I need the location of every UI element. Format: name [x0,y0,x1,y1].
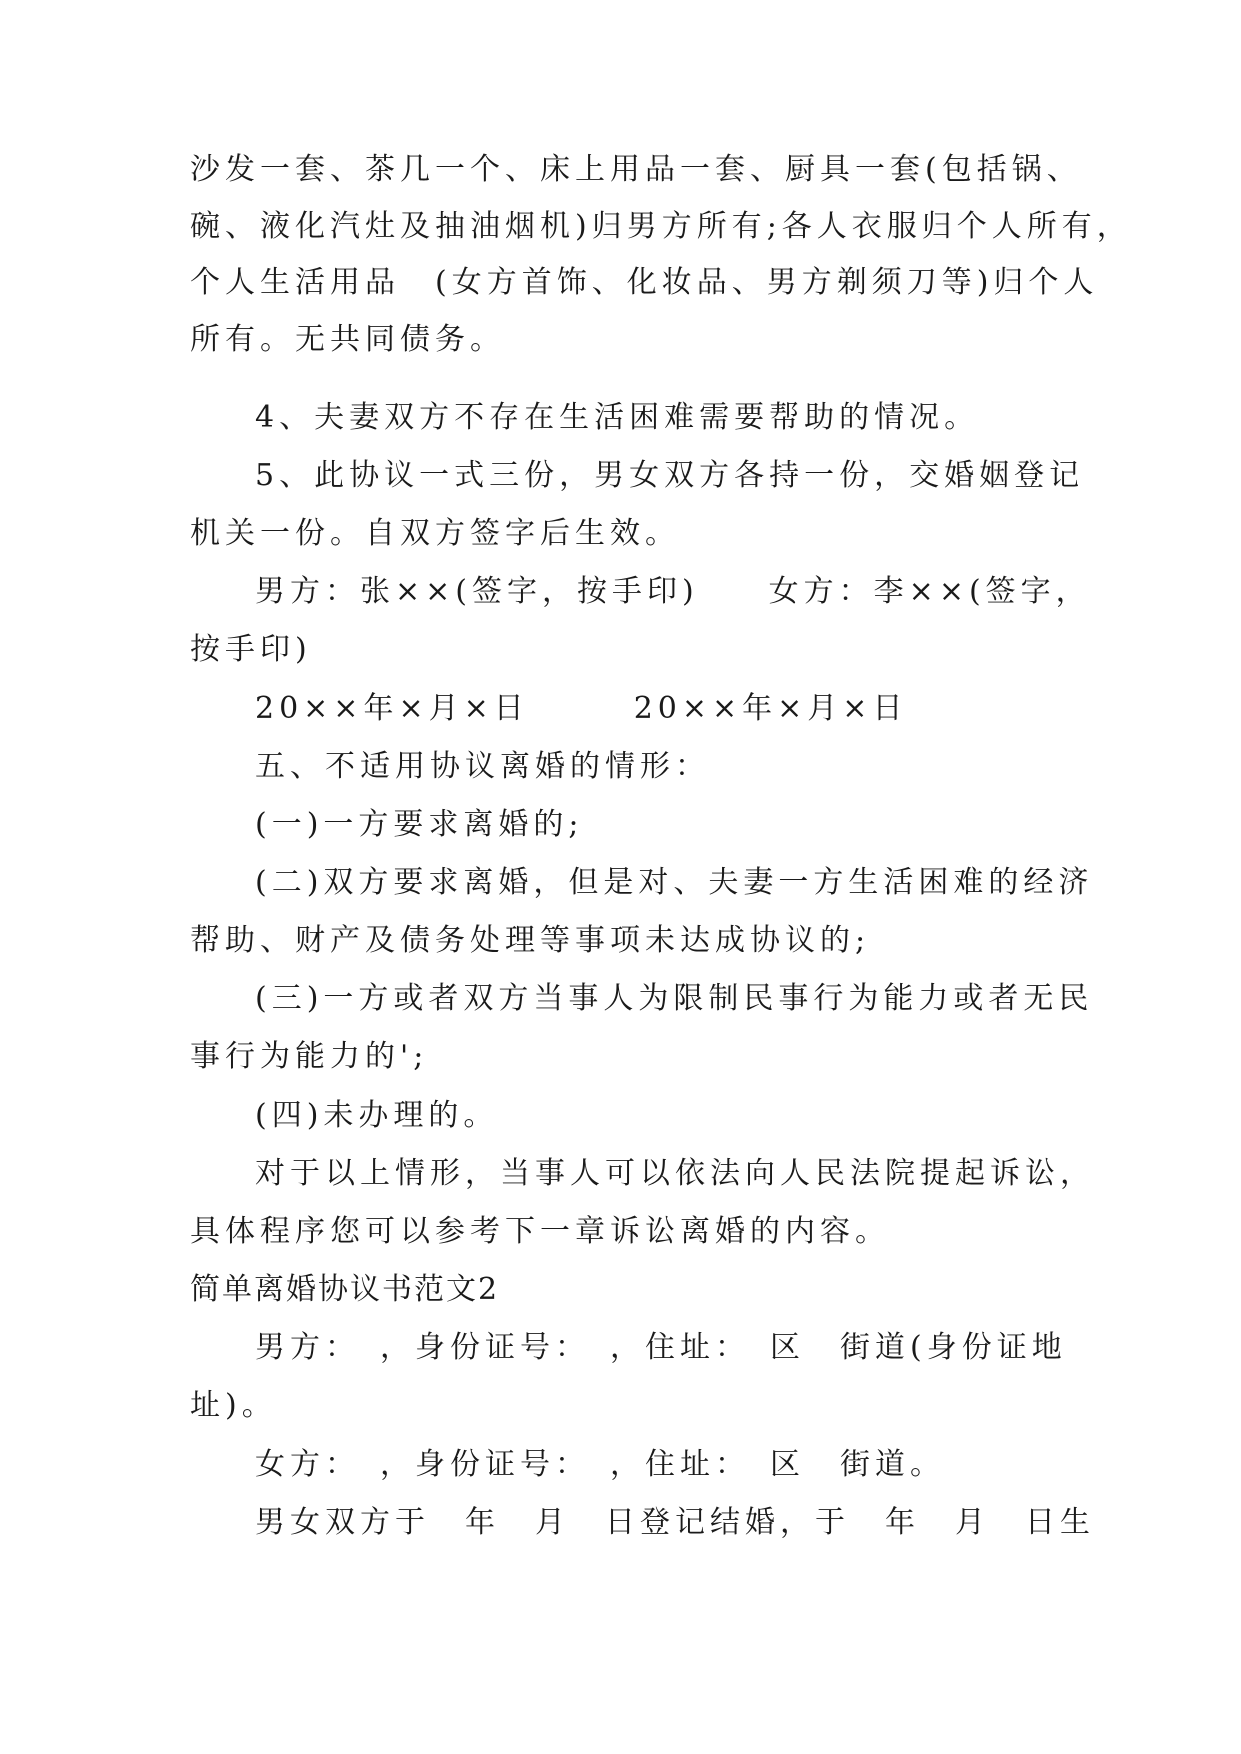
body-text-line: 事行为能力的'; [190,1039,429,1074]
clause-5: 5、此协议一式三份，男女双方各持一份，交婚姻登记 [255,458,1085,493]
body-text-line: 男女双方于 年 月 日登记结婚，于 年 月 日生 [255,1505,1095,1540]
body-text-line: 帮助、财产及债务处理等事项未达成协议的; [190,923,871,958]
list-item: (三)一方或者双方当事人为限制民事行为能力或者无民 [255,981,1094,1016]
body-text-line: 所有。无共同债务。 [190,322,505,357]
body-text-line: 碗、液化汽灶及抽油烟机)归男方所有;各人衣服归个人所有， [190,209,1132,244]
body-text-line: 个人生活用品 (女方首饰、化妆品、男方剃须刀等)归个人 [190,265,1099,300]
body-text-line: 具体程序您可以参考下一章诉讼离婚的内容。 [190,1214,890,1249]
body-text-line: 机关一份。自双方签字后生效。 [190,516,680,551]
body-text-line: 对于以上情形，当事人可以依法向人民法院提起诉讼， [255,1156,1095,1191]
list-item: (一)一方要求离婚的; [255,807,584,842]
party-male: 男方： ，身份证号： ，住址： 区 街道(身份证地 [255,1330,1067,1365]
signature-line: 男方：张××(签字，按手印) 女方：李××(签字， [255,574,1091,609]
clause-4: 4、夫妻双方不存在生活困难需要帮助的情况。 [255,400,980,435]
party-female: 女方： ，身份证号： ，住址： 区 街道。 [255,1447,945,1482]
list-item: (二)双方要求离婚，但是对、夫妻一方生活困难的经济 [255,865,1094,900]
body-text-line: 沙发一套、茶几一个、床上用品一套、厨具一套(包括锅、 [190,152,1082,187]
date-line: 20××年×月×日 20××年×月×日 [255,691,908,726]
section-heading: 五、不适用协议离婚的情形： [255,749,710,784]
body-text-line: 址)。 [190,1388,277,1423]
body-text-line: 按手印) [190,632,312,667]
list-item: (四)未办理的。 [255,1098,499,1133]
section-title: 简单离婚协议书范文2 [190,1272,500,1307]
